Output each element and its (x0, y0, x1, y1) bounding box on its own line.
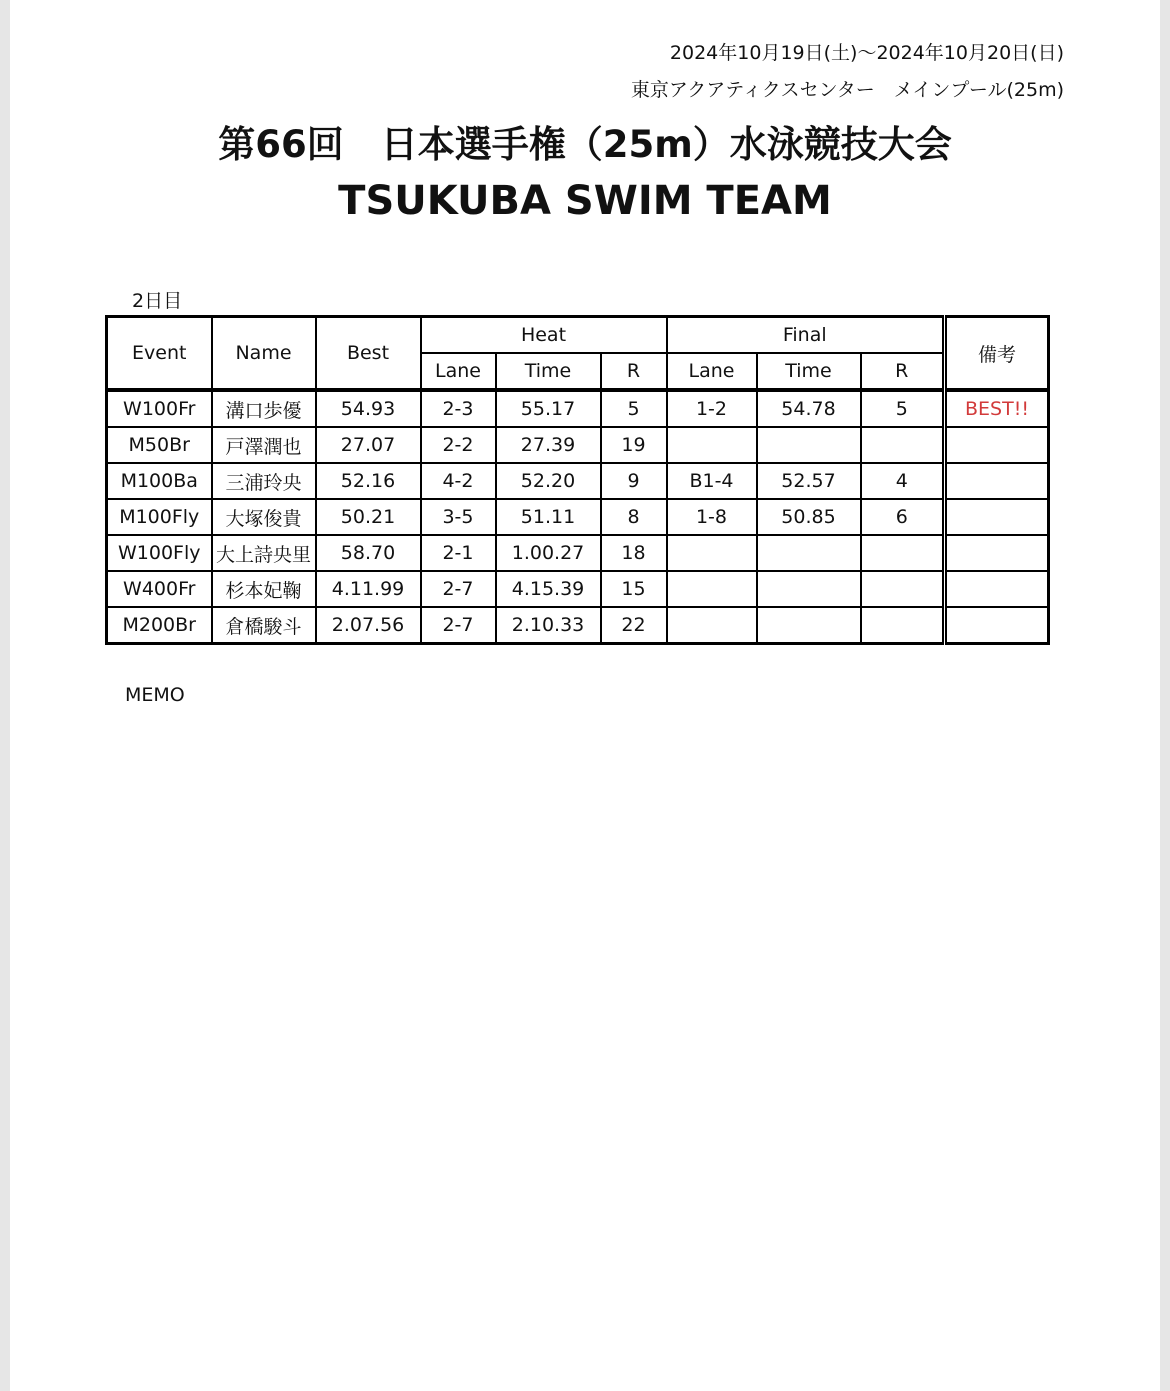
table-row (107, 535, 1049, 571)
cell-final-time (757, 571, 861, 607)
cell-final-lane (667, 607, 757, 644)
cell-final-lane (667, 535, 757, 571)
header-final-rank: R (861, 353, 945, 390)
cell-best: 27.07 (316, 427, 421, 463)
cell-remark (945, 571, 1049, 607)
header-remarks: 備考 (945, 317, 1049, 391)
cell-heat-lane: 2-1 (421, 535, 496, 571)
cell-final-rank: 5 (861, 390, 945, 427)
cell-event: W400Fr (107, 571, 212, 607)
cell-name: 戸澤潤也 (212, 427, 316, 463)
cell-best: 2.07.56 (316, 607, 421, 644)
cell-final-lane (667, 427, 757, 463)
event-venue: 東京アクアティクスセンター メインプール(25m) (630, 79, 1064, 101)
cell-best: 4.11.99 (316, 571, 421, 607)
cell-remark (945, 463, 1049, 499)
cell-heat-lane: 3-5 (421, 499, 496, 535)
header-heat-time: Time (496, 353, 601, 390)
cell-final-time: 54.78 (757, 390, 861, 427)
cell-best: 58.70 (316, 535, 421, 571)
memo-label: MEMO (125, 684, 185, 706)
table-row (107, 390, 1049, 427)
cell-heat-rank: 19 (601, 427, 667, 463)
cell-heat-rank: 5 (601, 390, 667, 427)
cell-final-lane: 1-8 (667, 499, 757, 535)
team-name: TSUKUBA SWIM TEAM (338, 178, 832, 224)
cell-remark (945, 427, 1049, 463)
table-row (107, 607, 1049, 644)
cell-final-rank (861, 571, 945, 607)
cell-remark (945, 535, 1049, 571)
header-best: Best (316, 317, 421, 391)
cell-remark (945, 607, 1049, 644)
cell-heat-lane: 2-3 (421, 390, 496, 427)
cell-heat-rank: 22 (601, 607, 667, 644)
header-final-time: Time (757, 353, 861, 390)
document-page (10, 0, 1160, 1391)
cell-final-rank (861, 607, 945, 644)
header-final-lane: Lane (667, 353, 757, 390)
cell-heat-lane: 2-7 (421, 571, 496, 607)
cell-event: M100Fly (107, 499, 212, 535)
header-final: Final (667, 317, 945, 354)
cell-final-lane: B1-4 (667, 463, 757, 499)
day-label: 2日目 (132, 290, 183, 312)
header-name: Name (212, 317, 316, 391)
cell-heat-time: 2.10.33 (496, 607, 601, 644)
table-row (107, 499, 1049, 535)
header-event: Event (107, 317, 212, 391)
cell-heat-time: 51.11 (496, 499, 601, 535)
cell-final-time (757, 535, 861, 571)
cell-heat-rank: 15 (601, 571, 667, 607)
cell-remark: BEST!! (945, 390, 1049, 427)
cell-name: 杉本妃鞠 (212, 571, 316, 607)
cell-heat-time: 1.00.27 (496, 535, 601, 571)
cell-best: 50.21 (316, 499, 421, 535)
cell-name: 大上詩央里 (212, 535, 316, 571)
cell-name: 溝口歩優 (212, 390, 316, 427)
cell-event: M200Br (107, 607, 212, 644)
page-title: 第66回 日本選手権（25m）水泳競技大会 (218, 123, 952, 166)
cell-event: M50Br (107, 427, 212, 463)
cell-heat-lane: 4-2 (421, 463, 496, 499)
cell-final-time (757, 427, 861, 463)
cell-final-rank: 4 (861, 463, 945, 499)
cell-heat-rank: 8 (601, 499, 667, 535)
cell-final-lane (667, 571, 757, 607)
cell-remark (945, 499, 1049, 535)
cell-event: W100Fr (107, 390, 212, 427)
table-row (107, 463, 1049, 499)
cell-final-time (757, 607, 861, 644)
cell-final-rank (861, 535, 945, 571)
cell-best: 54.93 (316, 390, 421, 427)
cell-heat-lane: 2-7 (421, 607, 496, 644)
cell-final-rank (861, 427, 945, 463)
cell-final-lane: 1-2 (667, 390, 757, 427)
table-row (107, 427, 1049, 463)
cell-final-time: 52.57 (757, 463, 861, 499)
cell-heat-time: 52.20 (496, 463, 601, 499)
cell-final-time: 50.85 (757, 499, 861, 535)
cell-heat-time: 4.15.39 (496, 571, 601, 607)
cell-heat-rank: 9 (601, 463, 667, 499)
cell-event: W100Fly (107, 535, 212, 571)
cell-heat-rank: 18 (601, 535, 667, 571)
cell-event: M100Ba (107, 463, 212, 499)
header-heat-rank: R (601, 353, 667, 390)
cell-final-rank: 6 (861, 499, 945, 535)
table-row (107, 571, 1049, 607)
cell-heat-time: 55.17 (496, 390, 601, 427)
header-heat: Heat (421, 317, 667, 354)
cell-name: 三浦玲央 (212, 463, 316, 499)
cell-best: 52.16 (316, 463, 421, 499)
cell-heat-lane: 2-2 (421, 427, 496, 463)
cell-name: 大塚俊貴 (212, 499, 316, 535)
cell-name: 倉橋駿斗 (212, 607, 316, 644)
header-heat-lane: Lane (421, 353, 496, 390)
results-table (105, 315, 1050, 645)
event-date: 2024年10月19日(土)～2024年10月20日(日) (669, 42, 1064, 64)
cell-heat-time: 27.39 (496, 427, 601, 463)
